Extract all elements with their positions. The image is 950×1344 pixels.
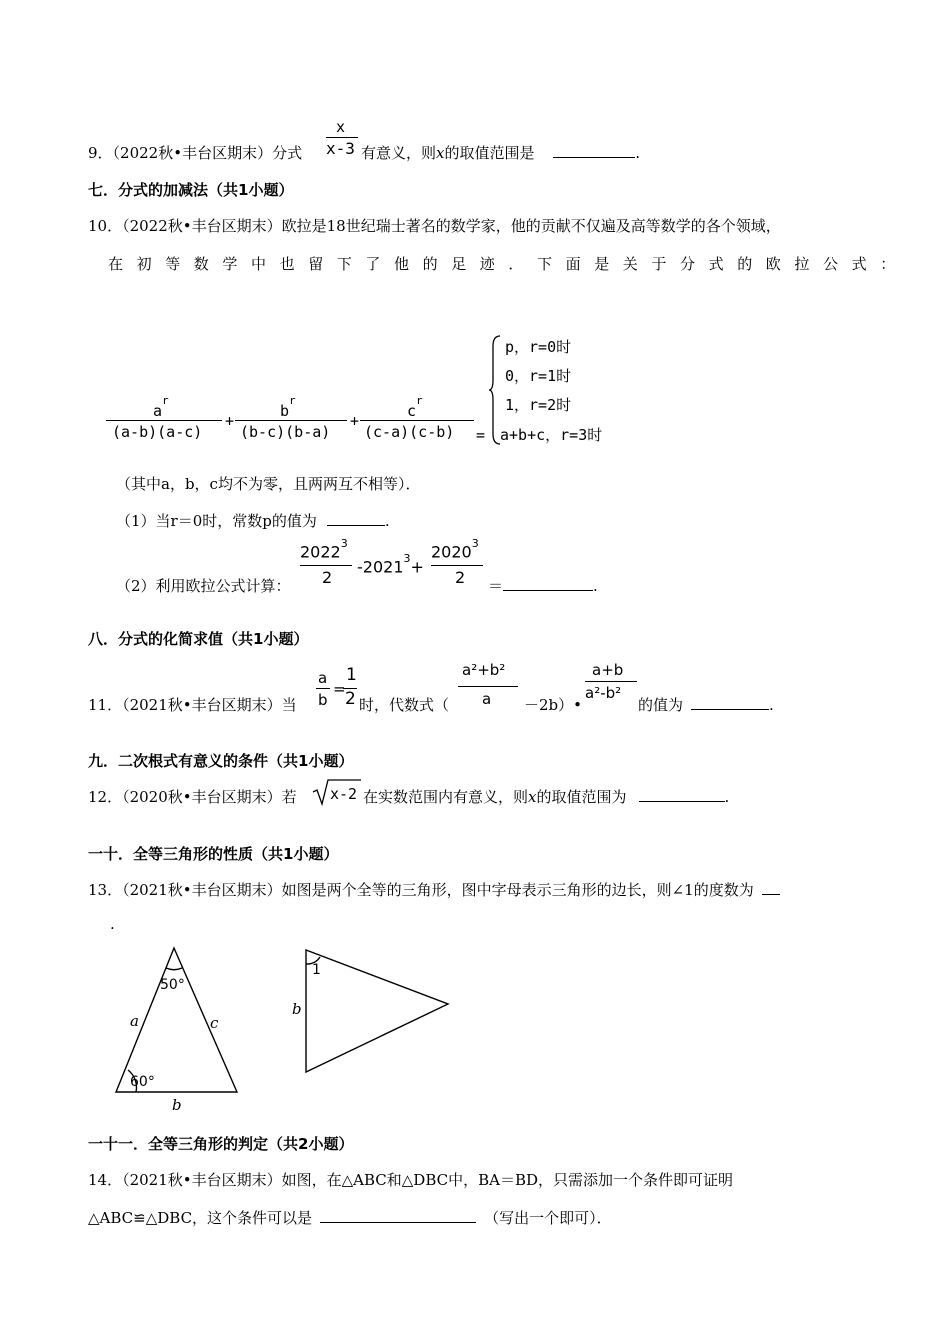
q12-tail: 在实数范围内有意义，则x的取值范围为 . xyxy=(363,788,730,806)
tri1-bottom-angle: 60° xyxy=(130,1074,155,1090)
euler-case-1: 0，r=1时 xyxy=(505,367,572,385)
euler-frac1-bar xyxy=(106,420,222,421)
q10-sub1-answer-blank[interactable] xyxy=(327,511,385,526)
q9-tail: 有意义，则x的取值范围是 . xyxy=(361,144,641,162)
q13-triangle-figures xyxy=(104,942,464,1112)
tri1-side-b: b xyxy=(172,1096,182,1112)
q11-frac-ab-bar xyxy=(316,688,330,689)
euler-frac2-denominator: (b-c)(b-a) xyxy=(240,423,331,441)
sub2-answer: ＝ . xyxy=(488,577,598,595)
q11-tail: 的值为 . xyxy=(638,696,774,714)
euler-case-2: 1，r=2时 xyxy=(505,396,572,414)
q13-answer-blank[interactable] xyxy=(762,880,780,895)
q11-frac-2-den: 2 xyxy=(345,689,356,709)
euler-frac3-bar xyxy=(360,420,474,421)
q11-frac3-denominator: a xyxy=(482,690,492,708)
q14-line1: 14．（2021秋•丰台区期末）如图，在△ABC和△DBC中，BA＝BD，只需添加一个条件即可证明 xyxy=(88,1171,734,1189)
sub2-frac1-denominator: 2 xyxy=(322,568,333,587)
sub2-frac1-bar xyxy=(300,565,352,566)
section-11-heading: 一十一．全等三角形的判定（共2小题） xyxy=(88,1135,354,1153)
q13-end: . xyxy=(110,915,115,933)
q9-fraction-denominator: x-3 xyxy=(326,139,355,158)
q9-fraction-bar xyxy=(326,137,358,138)
tri1-top-angle: 50° xyxy=(160,977,185,993)
q11-frac4-denominator: a²-b² xyxy=(585,684,622,702)
q10-sub2-answer-blank[interactable] xyxy=(503,576,593,591)
section-7-heading: 七．分式的加减法（共1小题） xyxy=(88,181,294,199)
q12-radicand: x-2 xyxy=(330,785,358,803)
q11-frac3-bar xyxy=(458,686,518,687)
q11-mid-text: 时，代数式（ xyxy=(359,696,450,714)
euler-frac3-denominator: (c-a)(c-b) xyxy=(364,423,455,441)
q14-line2: △ABC≌△DBC，这个条件可以是 （写出一个即可）． xyxy=(88,1209,612,1227)
q11-frac4-numerator: a+b xyxy=(592,661,624,679)
euler-equals: = xyxy=(476,426,486,444)
euler-frac3-numerator: $c^r$ xyxy=(407,394,423,420)
sub2-middle-term: $-2021^3+$ xyxy=(357,552,424,577)
sub2-frac2-denominator: 2 xyxy=(455,568,466,587)
tri1-side-a: a xyxy=(130,1012,139,1030)
euler-frac2-numerator: $b^r$ xyxy=(280,394,296,420)
q11-minus2b: －2b）• xyxy=(524,696,582,714)
sub2-frac1-numerator: 2022$^3$ xyxy=(300,537,348,562)
euler-frac1-denominator: (a-b)(a-c) xyxy=(112,423,203,441)
q10-sub2-label: （2）利用欧拉公式计算： xyxy=(116,577,291,595)
sub2-frac2-bar xyxy=(431,565,483,566)
q11-frac-1-num: 1 xyxy=(346,665,357,685)
tri2-angle-1: 1 xyxy=(312,962,321,978)
q10-sub1: （1）当r＝0时，常数p的值为 . xyxy=(116,512,390,530)
section-9-heading: 九．二次根式有意义的条件（共1小题） xyxy=(88,752,354,770)
q12-start: 12．（2020秋•丰台区期末）若 xyxy=(88,788,297,806)
sub2-frac2-numerator: 2020$^3$ xyxy=(431,537,479,562)
triangle-2 xyxy=(306,950,448,1072)
euler-frac1-numerator: $a^r$ xyxy=(153,394,169,420)
q10-line1: 10．（2022秋•丰台区期末）欧拉是18世纪瑞士著名的数学家，他的贡献不仅遍及高等数学的各个领域， xyxy=(88,217,781,235)
euler-frac2-bar xyxy=(235,420,347,421)
section-8-heading: 八．分式的化简求值（共1小题） xyxy=(88,630,309,648)
euler-case-3: a+b+c，r=3时 xyxy=(500,426,603,444)
tri1-side-c: c xyxy=(210,1014,219,1032)
q11-frac3-numerator: a²+b² xyxy=(462,661,506,679)
section-10-heading: 一十．全等三角形的性质（共1小题） xyxy=(88,845,339,863)
q9 xyxy=(88,142,302,163)
q13-text: 13．（2021秋•丰台区期末）如图是两个全等的三角形，图中字母表示三角形的边长，则∠1的度数为 xyxy=(88,879,780,900)
q11-answer-blank[interactable] xyxy=(691,695,769,710)
euler-case-0: p，r=0时 xyxy=(505,338,572,356)
q10-note: （其中a，b，c均不为零，且两两互不相等）． xyxy=(116,475,421,493)
q11-frac-a-num: a xyxy=(318,669,328,687)
q10-line2: 在初等数学中也留下了他的足迹．下面是关于分式的欧拉公式： xyxy=(108,255,909,273)
q12-answer-blank[interactable] xyxy=(639,787,725,802)
q11-frac4-bar xyxy=(585,681,637,682)
q9-answer-blank[interactable] xyxy=(553,143,635,158)
q11-start: 11．（2021秋•丰台区期末）当 xyxy=(88,696,297,714)
q9-number: 9． xyxy=(88,144,113,162)
q11-frac-b-den: b xyxy=(318,691,328,709)
q9-source: （2022秋•丰台区期末）分式 xyxy=(112,144,303,162)
euler-plus-2: + xyxy=(350,412,360,430)
euler-plus-1: + xyxy=(225,412,235,430)
q9-fraction-numerator: x xyxy=(336,118,346,136)
tri2-side-b: b xyxy=(292,1000,302,1018)
q11-equals: = xyxy=(333,680,346,698)
q14-answer-blank[interactable] xyxy=(320,1208,476,1223)
